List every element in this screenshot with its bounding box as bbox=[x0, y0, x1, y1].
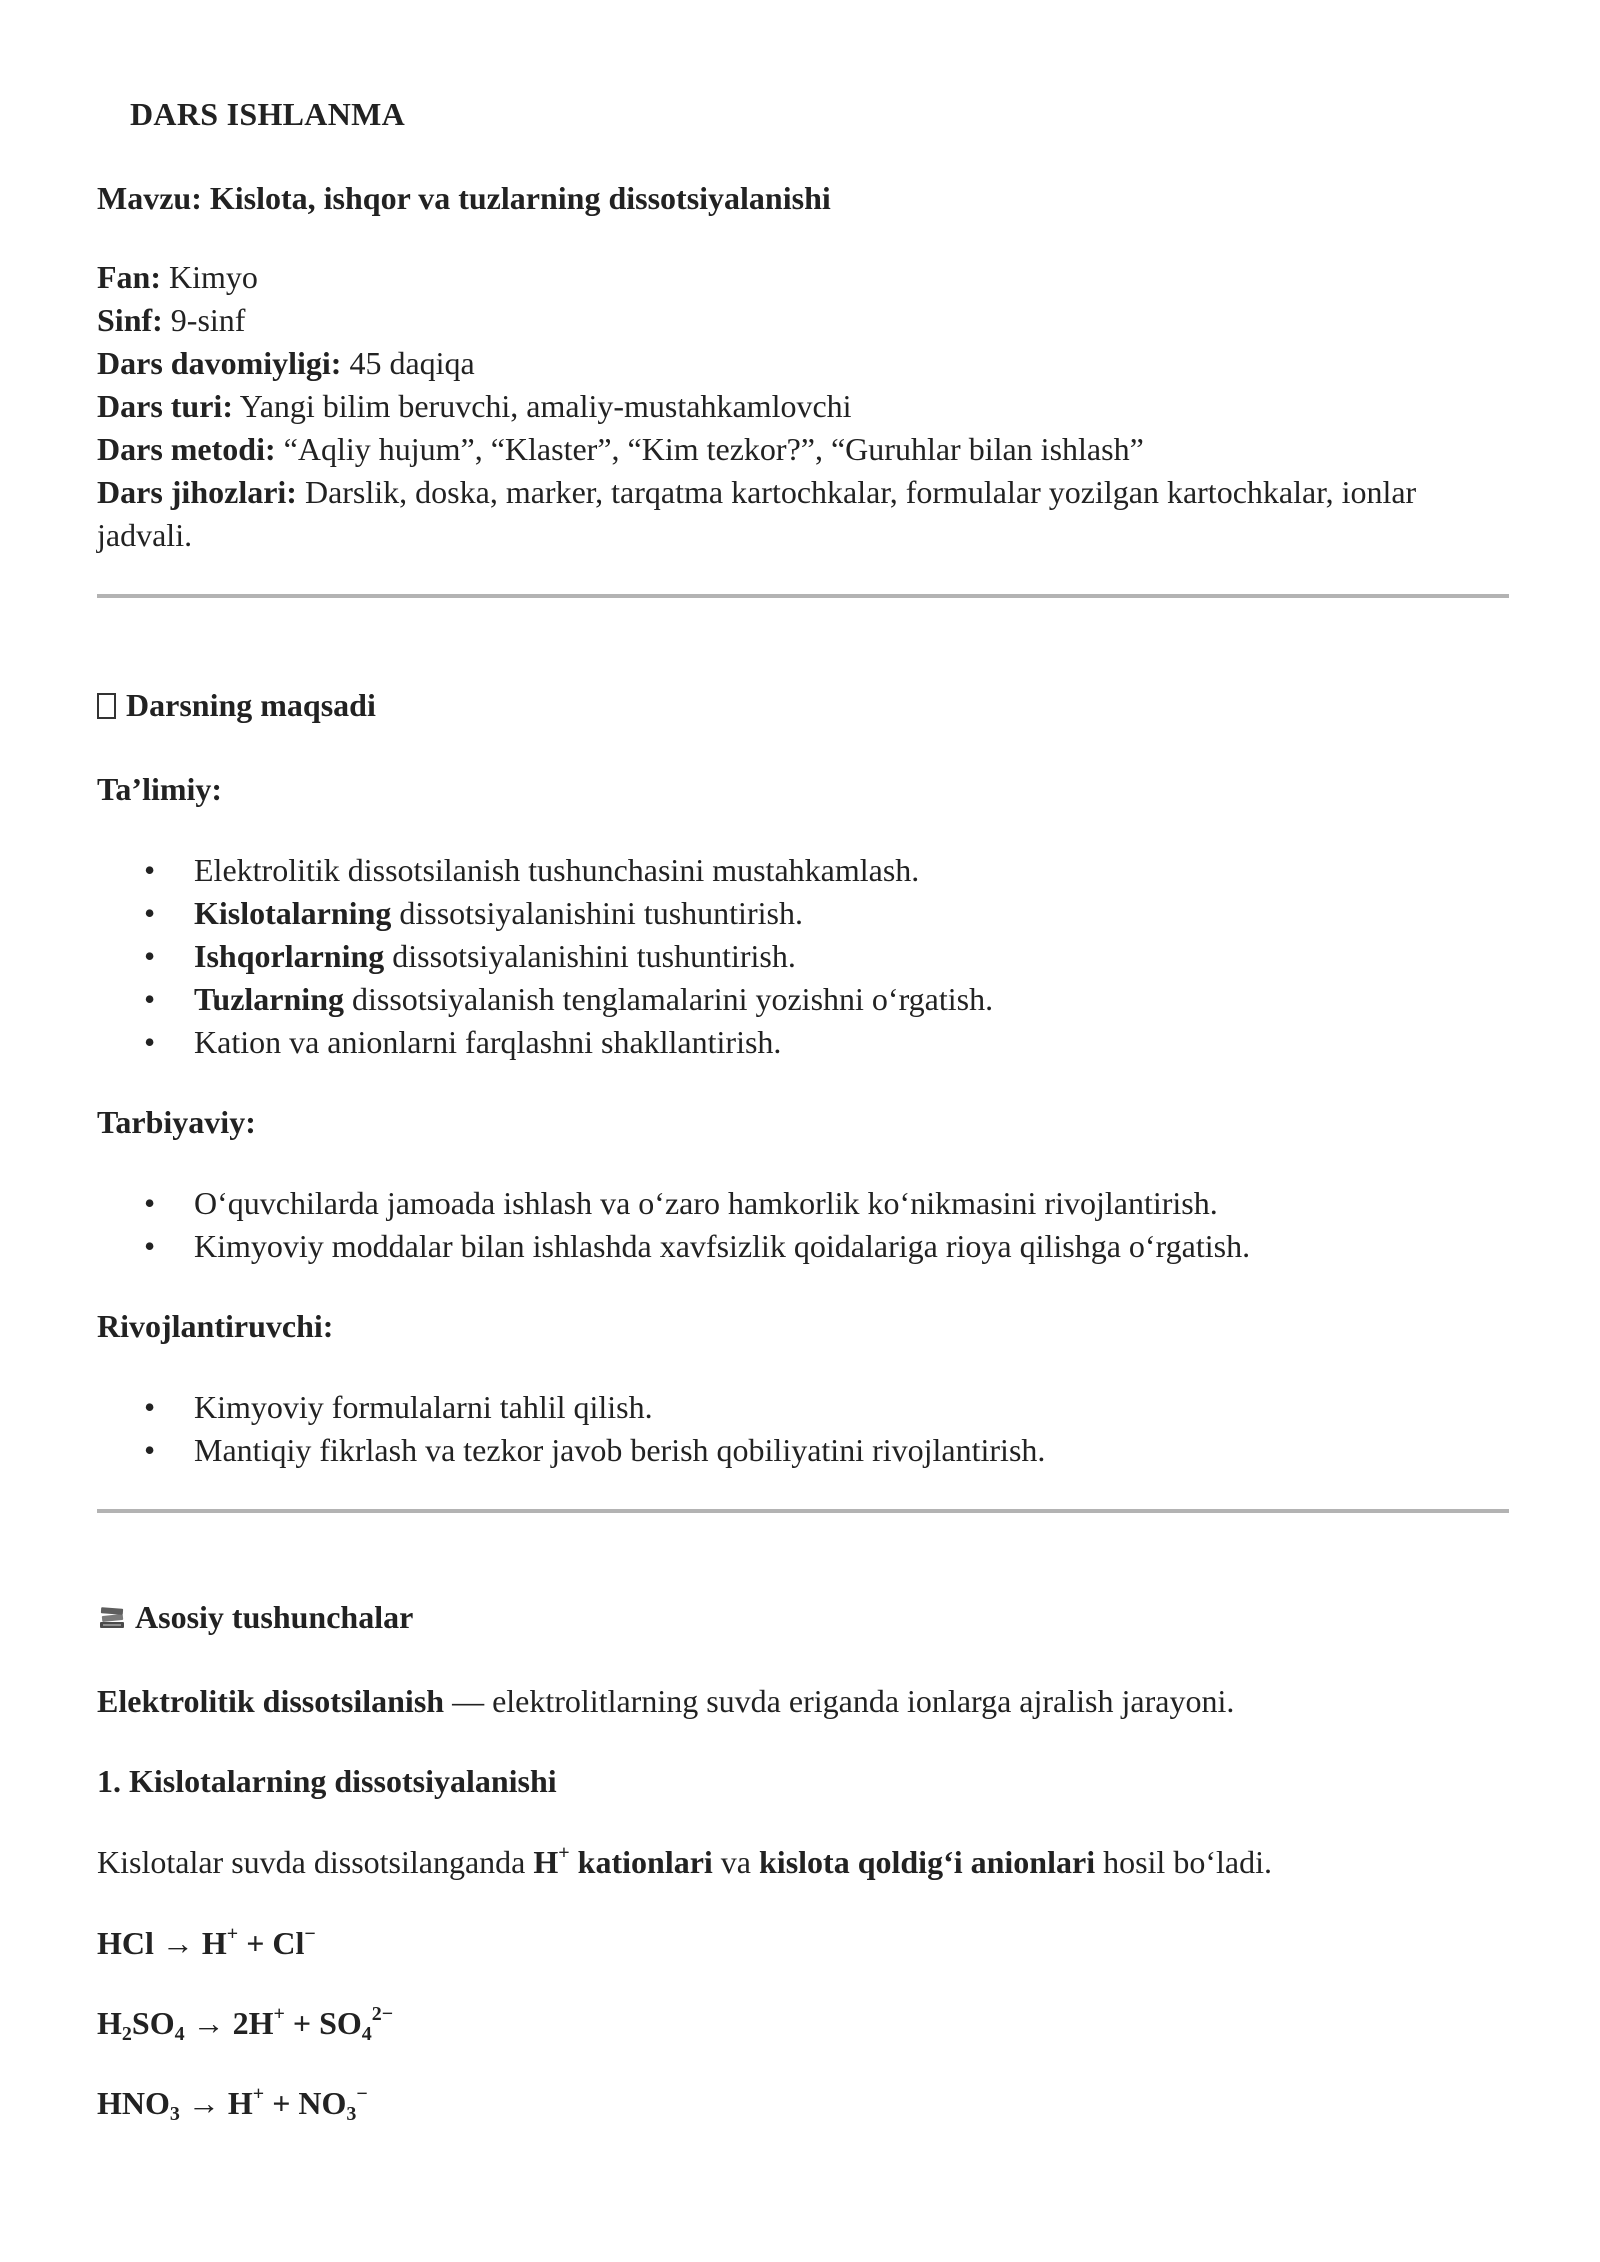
definition-line bbox=[97, 1680, 1234, 1723]
eq-index: 3 bbox=[169, 2103, 180, 2125]
intro-text: Kislotalar suvda dissotsilanganda bbox=[97, 1844, 534, 1880]
tarbiyaviy-list bbox=[97, 1182, 1250, 1268]
topic-value: Kislota, ishqor va tuzlarning dissotsiyalanishi bbox=[209, 180, 831, 216]
definition-term: Elektrolitik dissotsilanish bbox=[97, 1683, 445, 1719]
meta-label: Fan: bbox=[97, 259, 161, 295]
item-bold: Kislotalarning bbox=[194, 895, 392, 931]
meta-equipment bbox=[97, 471, 1416, 514]
eq-charge: + bbox=[226, 1923, 239, 1945]
eq-part: HCl → H bbox=[97, 1925, 227, 1961]
meta-value: Kimyo bbox=[169, 259, 258, 295]
list-item bbox=[97, 892, 993, 935]
rivojlantiruvchi-heading: Rivojlantiruvchi: bbox=[97, 1308, 334, 1344]
list-item bbox=[97, 1021, 993, 1064]
meta-label: Dars metodi: bbox=[97, 431, 276, 467]
meta-value: 45 daqiqa bbox=[349, 345, 475, 381]
topic-label: Mavzu: bbox=[97, 180, 202, 216]
talimiy-list bbox=[97, 849, 993, 1064]
item-bold: Ishqorlarning bbox=[194, 938, 385, 974]
meta-block bbox=[97, 256, 1416, 557]
meta-value: jadvali. bbox=[97, 517, 193, 553]
eq-part: HNO bbox=[97, 2085, 170, 2121]
meta-lesson-type bbox=[97, 385, 1416, 428]
acids-intro bbox=[97, 1841, 1272, 1884]
meta-method bbox=[97, 428, 1416, 471]
eq-part: H bbox=[97, 2005, 122, 2041]
intro-ion-charge: + bbox=[558, 1842, 570, 1864]
eq-part: + NO bbox=[264, 2085, 347, 2121]
item-text: Elektrolitik dissotsilanish tushunchasini mustahkamlash. bbox=[194, 852, 920, 888]
list-item bbox=[97, 978, 993, 1021]
eq-part: → 2H bbox=[184, 2005, 274, 2041]
meta-value: Darslik, doska, marker, tarqatma kartochkalar, formulalar yozilgan kartochkalar, ionlar bbox=[304, 474, 1417, 510]
goals-heading bbox=[97, 684, 376, 727]
equation-hcl bbox=[97, 1922, 316, 1965]
document-title: DARS ISHLANMA bbox=[130, 96, 406, 132]
item-text: dissotsiyalanishini tushuntirish. bbox=[384, 938, 796, 974]
item-text: Kation va anionlarni farqlashni shakllantirish. bbox=[194, 1024, 782, 1060]
item-text: dissotsiyalanishini tushuntirish. bbox=[391, 895, 803, 931]
concepts-heading-text: Asosiy tushunchalar bbox=[135, 1599, 414, 1635]
eq-charge: + bbox=[273, 2003, 285, 2025]
meta-value: 9-sinf bbox=[170, 302, 246, 338]
meta-label: Dars turi: bbox=[97, 388, 233, 424]
meta-label: Dars davomiyligi: bbox=[97, 345, 342, 381]
goals-heading-text: Darsning maqsadi bbox=[126, 687, 376, 723]
eq-part: + SO bbox=[284, 2005, 362, 2041]
talimiy-heading: Ta’limiy: bbox=[97, 771, 223, 807]
eq-index: 2 bbox=[121, 2023, 132, 2045]
eq-charge: − bbox=[356, 2083, 368, 2105]
meta-label: Dars jihozlari: bbox=[97, 474, 297, 510]
eq-index: 4 bbox=[361, 2023, 372, 2045]
eq-part: → H bbox=[179, 2085, 253, 2121]
intro-bold: kationlari bbox=[569, 1844, 713, 1880]
eq-index: 3 bbox=[346, 2103, 357, 2125]
eq-part: SO bbox=[131, 2005, 175, 2041]
list-item bbox=[97, 1429, 1045, 1472]
list-item bbox=[97, 1386, 1045, 1429]
equation-h2so4 bbox=[97, 2002, 393, 2045]
list-item bbox=[97, 1182, 1250, 1225]
intro-text: hosil bo‘ladi. bbox=[1095, 1844, 1272, 1880]
meta-subject bbox=[97, 256, 1416, 299]
definition-text: — elektrolitlarning suvda eriganda ionlarga ajralish jarayoni. bbox=[444, 1683, 1235, 1719]
acids-heading: 1. Kislotalarning dissotsiyalanishi bbox=[97, 1763, 557, 1799]
meta-grade bbox=[97, 299, 1416, 342]
books-icon bbox=[97, 1602, 127, 1632]
eq-index: 4 bbox=[174, 2023, 185, 2045]
intro-text: va bbox=[712, 1844, 759, 1880]
item-text: Kimyoviy formulalarni tahlil qilish. bbox=[194, 1389, 653, 1425]
item-text: dissotsiyalanish tenglamalarini yozishni o‘rgatish. bbox=[343, 981, 994, 1017]
tarbiyaviy-heading: Tarbiyaviy: bbox=[97, 1104, 256, 1140]
eq-part: + Cl bbox=[238, 1925, 305, 1961]
item-text: Mantiqiy fikrlash va tezkor javob berish qobiliyatini rivojlantirish. bbox=[194, 1432, 1046, 1468]
meta-duration bbox=[97, 342, 1416, 385]
meta-value: “Aqliy hujum”, “Klaster”, “Kim tezkor?”, “Guruhlar bilan ishlash” bbox=[283, 431, 1144, 467]
item-text: Kimyoviy moddalar bilan ishlashda xavfsizlik qoidalariga rioya qilishga o‘rgatish. bbox=[194, 1228, 1251, 1264]
eq-charge: − bbox=[304, 1923, 316, 1945]
list-item bbox=[97, 1225, 1250, 1268]
meta-equipment-continued bbox=[97, 514, 1416, 557]
rivojlantiruvchi-list bbox=[97, 1386, 1045, 1472]
item-text: O‘quvchilarda jamoada ishlash va o‘zaro hamkorlik ko‘nikmasini rivojlantirish. bbox=[194, 1185, 1218, 1221]
equation-hno3 bbox=[97, 2082, 368, 2125]
intro-ion: H bbox=[533, 1844, 559, 1880]
section-divider bbox=[97, 1509, 1509, 1513]
intro-bold: kislota qoldig‘i anionlari bbox=[759, 1844, 1096, 1880]
meta-value: Yangi bilim beruvchi, amaliy-mustahkamlovchi bbox=[239, 388, 852, 424]
missing-glyph-icon bbox=[97, 693, 116, 719]
eq-charge: 2− bbox=[371, 2003, 394, 2025]
section-divider bbox=[97, 594, 1509, 598]
eq-charge: + bbox=[252, 2083, 265, 2105]
list-item bbox=[97, 849, 993, 892]
list-item bbox=[97, 935, 993, 978]
meta-label: Sinf: bbox=[97, 302, 163, 338]
item-bold: Tuzlarning bbox=[194, 981, 344, 1017]
concepts-heading bbox=[97, 1596, 413, 1639]
topic-line bbox=[97, 177, 831, 220]
